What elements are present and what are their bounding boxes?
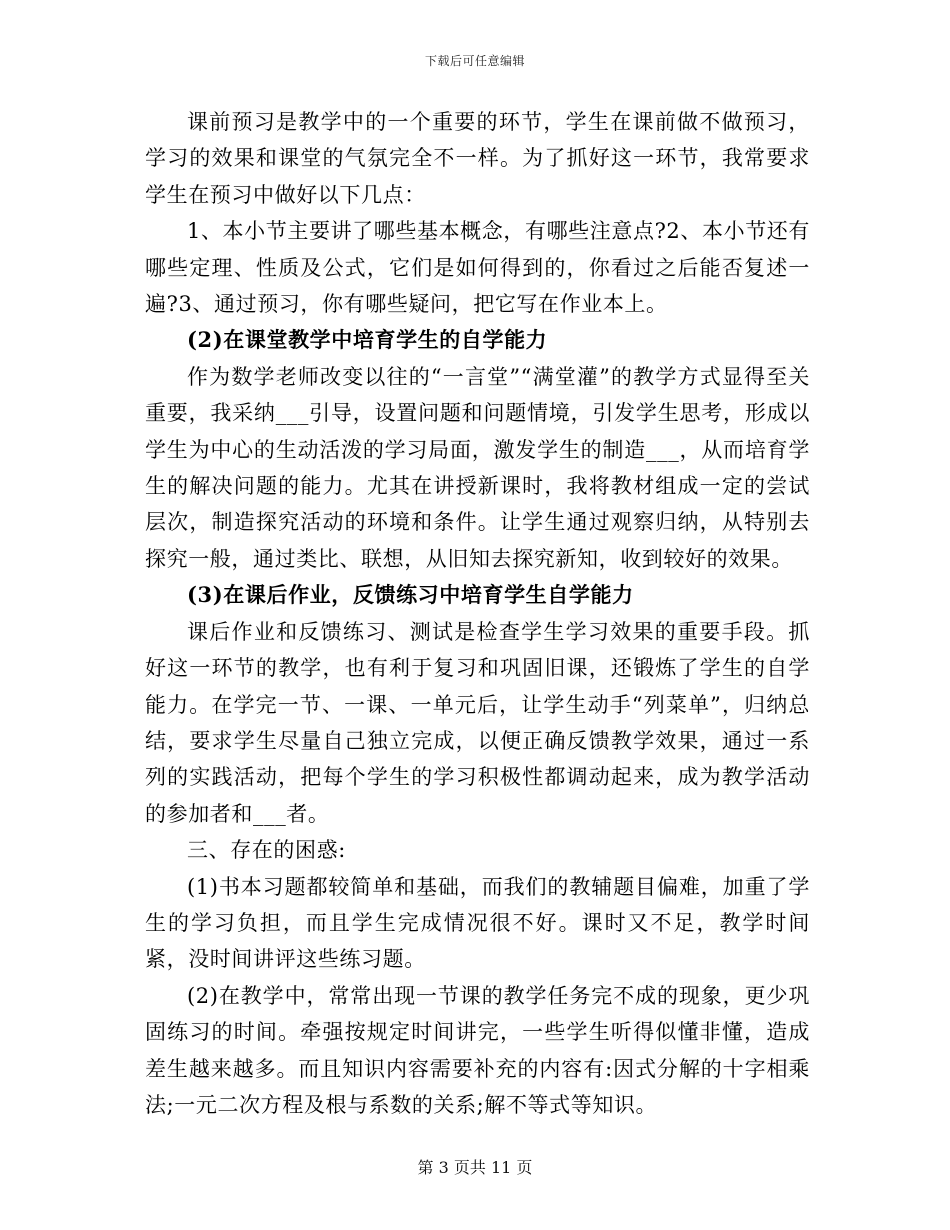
section-heading-homework: (3)在课后作业，反馈练习中培育学生自学能力 — [187, 582, 634, 608]
page-header-note: 下载后可任意编辑 — [424, 54, 525, 68]
paragraph-difficulty-2: (2)在教学中，常常出现一节课的教学任务完不成的现象，更少巩固练习的时间。牵强按规定时间讲完，一些学生听得似懂非懂，造成差生越来越多。而且知识内容需要补充的内容有:因式分解的十字相乘法;一元二次方程及根与系数的关系;解不等式等知识。 — [145, 983, 810, 1117]
paragraph-homework-feedback: 课后作业和反馈练习、测试是检查学生学习效果的重要手段。抓好这一环节的教学，也有利于复习和巩固旧课，还锻炼了学生的自学能力。在学完一节、一课、一单元后，让学生动手“列菜单”，归纳总结，要求学生尽量自己独立完成，以便正确反馈教学效果，通过一系列的实践活动，把每个学生的学习积极性都调动起来，成为教学活动的参加者和___者。 — [145, 619, 810, 826]
paragraph-classroom-teaching: 作为数学老师改变以往的“一言堂”“满堂灌”的教学方式显得至关重要，我采纳___引导，设置问题和问题情境，引发学生思考，形成以学生为中心的生动活泼的学习局面，激发学生的制造___，从而培育学生的解决问题的能力。尤其在讲授新课时，我将教材组成一定的尝试层次，制造探究活动的环境和条件。让学生通过观察归纳，从特别去探究一般，通过类比、联想，从旧知去探究新知，收到较好的效果。 — [145, 364, 810, 571]
section-heading-difficulties: 三、存在的困惑: — [187, 838, 346, 863]
paragraph-difficulty-1: (1)书本习题都较简单和基础，而我们的教辅题目偏难，加重了学生的学习负担，而且学生完成情况很不好。课时又不足，教学时间紧，没时间讲评这些练习题。 — [145, 874, 810, 972]
paragraph-preview-points: 1、本小节主要讲了哪些基本概念，有哪些注意点?2、本小节还有哪些定理、性质及公式，它们是如何得到的，你看过之后能否复述一遍?3、通过预习，你有哪些疑问，把它写在作业本上。 — [145, 219, 810, 317]
document-body — [145, 104, 810, 1123]
page-number-footer: 第 3 页共 11 页 — [417, 1158, 533, 1177]
paragraph-preview-intro: 课前预习是教学中的一个重要的环节，学生在课前做不做预习，学习的效果和课堂的气氛完全不一样。为了抓好这一环节，我常要求学生在预习中做好以下几点： — [145, 110, 810, 207]
section-heading-classroom: (2)在课堂教学中培育学生的自学能力 — [187, 327, 548, 353]
